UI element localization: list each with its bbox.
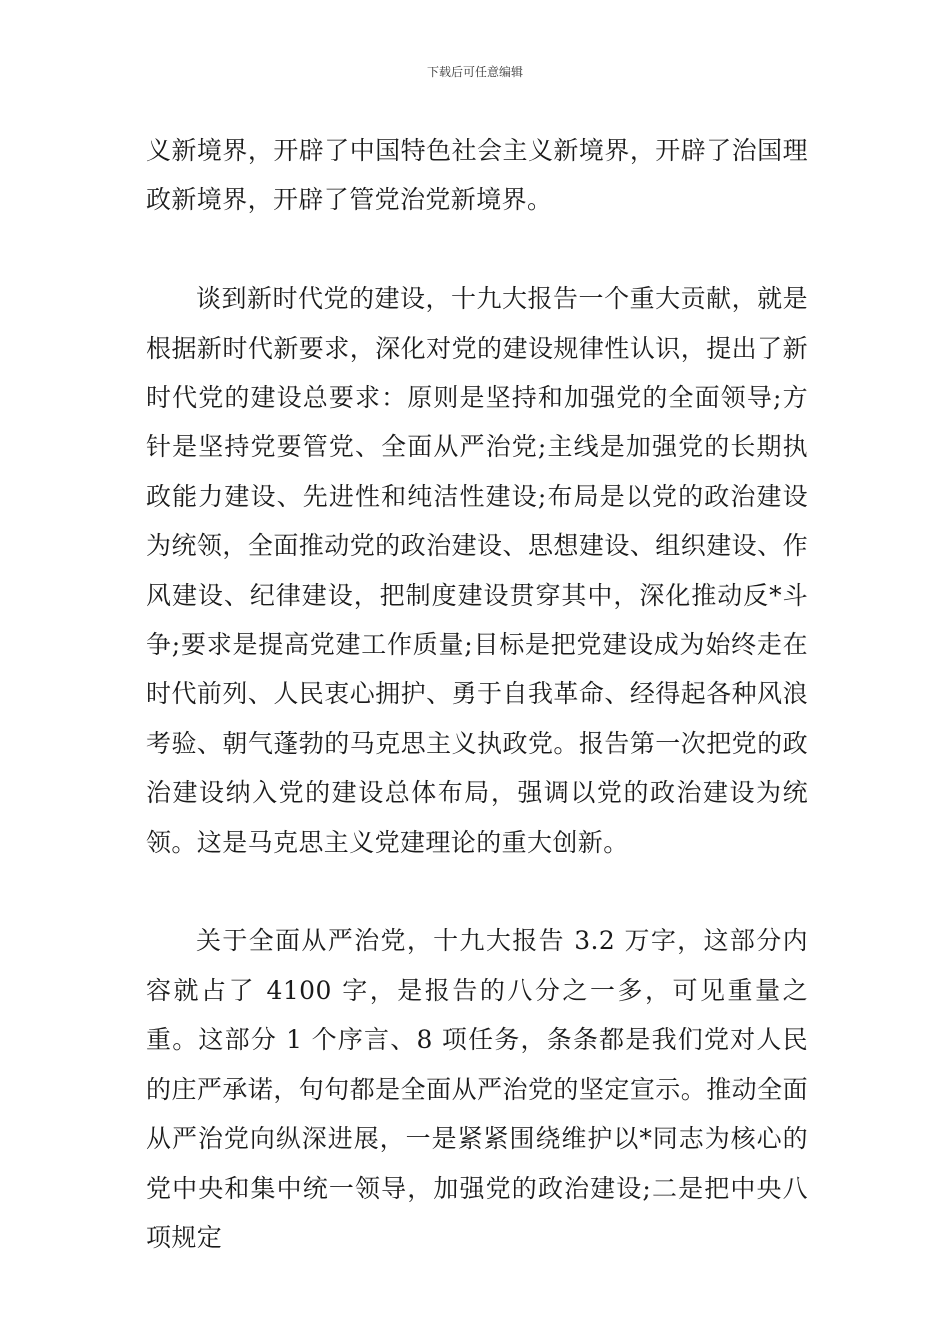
page-header: 下载后可任意编辑 bbox=[426, 65, 523, 79]
paragraph-continuation: 义新境界，开辟了中国特色社会主义新境界，开辟了治国理政新境界，开辟了管党治党新境界。 bbox=[146, 136, 808, 215]
document-body bbox=[146, 126, 808, 1262]
paragraph-party-building: 谈到新时代党的建设，十九大报告一个重大贡献，就是根据新时代新要求，深化对党的建设规律性认识，提出了新时代党的建设总要求：原则是坚持和加强党的全面领导;方针是坚持党要管党、全面从严治党;主线是加强党的长期执政能力建设、先进性和纯洁性建设;布局是以党的政治建设为统领，全面推动党的政治建设、思想建设、组织建设、作风建设、纪律建设，把制度建设贯穿其中，深化推动反*斗争;要求是提高党建工作质量;目标是把党建设成为始终走在时代前列、人民衷心拥护、勇于自我革命、经得起各种风浪考验、朝气蓬勃的马克思主义执政党。报告第一次把党的政治建设纳入党的建设总体布局，强调以党的政治建设为统领。这是马克思主义党建理论的重大创新。 bbox=[146, 284, 808, 857]
paragraph-strict-governance: 关于全面从严治党，十九大报告 3.2 万字，这部分内容就占了 4100 字，是报告的八分之一多，可见重量之重。这部分 1 个序言、8 项任务，条条都是我们党对人民的庄严承诺，句句都是全面从严治党的坚定宣示。推动全面从严治党向纵深进展，一是紧紧围绕维护以*同志为核心的党中央和集中统一领导，加强党的政治建设;二是把中央八项规定 bbox=[146, 926, 808, 1252]
